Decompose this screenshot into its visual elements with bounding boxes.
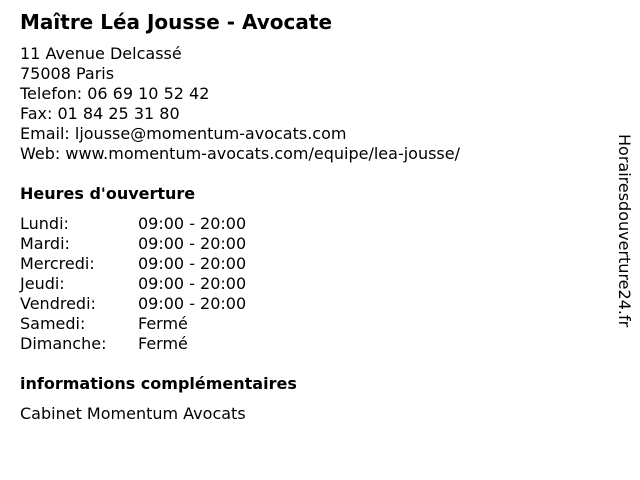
- day-label: Mercredi:: [20, 254, 95, 273]
- hours-heading: Heures d'ouverture: [20, 184, 196, 203]
- contact-block: [20, 44, 460, 164]
- info-heading: informations complémentaires: [20, 374, 297, 393]
- day-label: Vendredi:: [20, 294, 96, 313]
- day-label: Jeudi:: [20, 274, 65, 293]
- time-value: 09:00 - 20:00: [138, 234, 247, 253]
- time-value: Fermé: [138, 334, 188, 353]
- address-line-2: 75008 Paris: [20, 64, 115, 83]
- address-line-1: 11 Avenue Delcassé: [20, 44, 182, 63]
- email-line: Email: ljousse@momentum-avocats.com: [20, 124, 347, 143]
- day-label: Samedi:: [20, 314, 86, 333]
- day-label: Lundi:: [20, 214, 69, 233]
- time-value: Fermé: [138, 314, 188, 333]
- day-label: Mardi:: [20, 234, 70, 253]
- time-value: 09:00 - 20:00: [138, 274, 247, 293]
- day-label: Dimanche:: [20, 334, 107, 353]
- info-text: Cabinet Momentum Avocats: [20, 404, 246, 423]
- time-value: 09:00 - 20:00: [138, 254, 247, 273]
- page-title: Maître Léa Jousse - Avocate: [20, 10, 333, 34]
- watermark-text: Horairesdouverture24.fr: [615, 134, 634, 328]
- web-line: Web: www.momentum-avocats.com/equipe/lea-jousse/: [20, 144, 460, 163]
- phone-line: Telefon: 06 69 10 52 42: [20, 84, 210, 103]
- fax-line: Fax: 01 84 25 31 80: [20, 104, 180, 123]
- time-value: 09:00 - 20:00: [138, 214, 247, 233]
- time-value: 09:00 - 20:00: [138, 294, 247, 313]
